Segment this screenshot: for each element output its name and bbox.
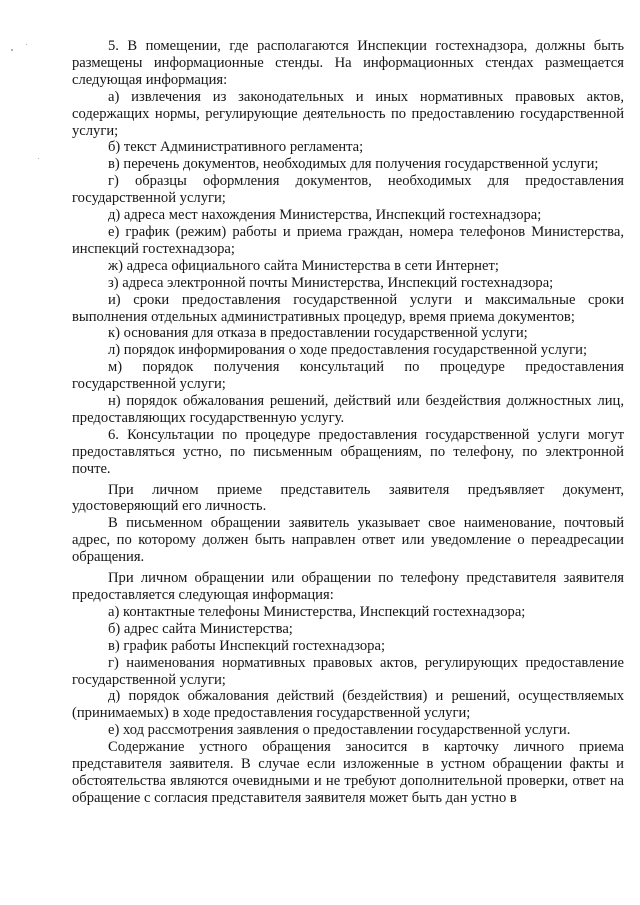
list-item-a-legal-acts: а) извлечения из законодательных и иных нормативных правовых актов, содержащих нормы, регулирующие деятельность по предоставлению государственной услуги; xyxy=(72,88,624,139)
list-item-l-informing-order: л) порядок информирования о ходе предоставления государственной услуги; xyxy=(108,342,588,359)
list-item-i-deadlines: и) сроки предоставления государственной услуги и максимальные сроки выполнения отдельных административных процедур, время приема документов; xyxy=(72,291,624,325)
paragraph-written-request: В письменном обращении заявитель указывает свое наименование, почтовый адрес, по которому должен быть направлен ответ или уведомление о переадресации обращения. xyxy=(72,515,624,566)
info-item-v-schedule: в) график работы Инспекций гостехнадзора; xyxy=(108,637,385,654)
info-item-e-progress: е) ход рассмотрения заявления о предоставлении государственной услуги. xyxy=(108,722,571,739)
paragraph-6-consultations: 6. Консультации по процедуре предоставления государственной услуги могут предоставляться устно, по письменным обращениям, по телефону, по электронной почте. xyxy=(72,426,624,477)
info-item-d-appeal-order: д) порядок обжалования действий (бездействия) и решений, осуществляемых (принимаемых) в ходе предоставления государственной услуги; xyxy=(72,688,624,722)
list-item-m-consultations: м) порядок получения консультаций по процедуре предоставления государственной услуги; xyxy=(72,359,624,393)
paragraph-oral-request: Содержание устного обращения заносится в карточку личного приема представителя заявителя. В случае если изложенные в устном обращении факты и обстоятельства являются очевидными и не требуют дополнительной проверки, ответ на обращение с согласия представителя заявителя может быть дан устно в xyxy=(72,739,624,806)
list-item-e-schedule-phones: е) график (режим) работы и приема граждан, номера телефонов Министерства, инспекций гостехнадзора; xyxy=(72,223,624,257)
info-item-a-phones: а) контактные телефоны Министерства, Инспекций гостехнадзора; xyxy=(108,603,526,620)
list-item-n-appeal-order: н) порядок обжалования решений, действий или бездействия должностных лиц, предоставляющих государственную услугу. xyxy=(72,393,624,426)
info-item-b-website: б) адрес сайта Министерства; xyxy=(108,620,293,637)
scan-speck xyxy=(26,44,27,45)
list-item-d-addresses: д) адреса мест нахождения Министерства, Инспекций гостехнадзора; xyxy=(108,207,542,224)
paragraph-personal-reception: При личном приеме представитель заявителя предъявляет документ, удостоверяющий его личность. xyxy=(72,481,624,515)
list-item-v-documents-list: в) перечень документов, необходимых для получения государственной услуги; xyxy=(108,156,599,173)
list-item-z-email: з) адреса электронной почты Министерства, Инспекций гостехнадзора; xyxy=(108,274,554,291)
list-item-zh-website: ж) адреса официального сайта Министерства в сети Интернет; xyxy=(108,257,499,274)
paragraph-5-intro: 5. В помещении, где располагаются Инспекции гостехнадзора, должны быть размещены информационные стенды. На информационных стендах размещается следующая информация: xyxy=(72,38,624,88)
info-item-g-legal-acts: г) наименования нормативных правовых актов, регулирующих предоставление государственной услуги; xyxy=(72,654,624,688)
list-item-k-refusal-grounds: к) основания для отказа в предоставлении государственной услуги; xyxy=(108,325,528,342)
paragraph-phone-request: При личном обращении или обращении по телефону представителя заявителя предоставляется следующая информация: xyxy=(72,570,624,603)
scan-speck xyxy=(11,49,13,51)
scan-speck xyxy=(38,158,39,159)
list-item-g-document-samples: г) образцы оформления документов, необходимых для предоставления государственной услуги; xyxy=(72,173,624,207)
list-item-b-regulation-text: б) текст Административного регламента; xyxy=(108,139,364,156)
